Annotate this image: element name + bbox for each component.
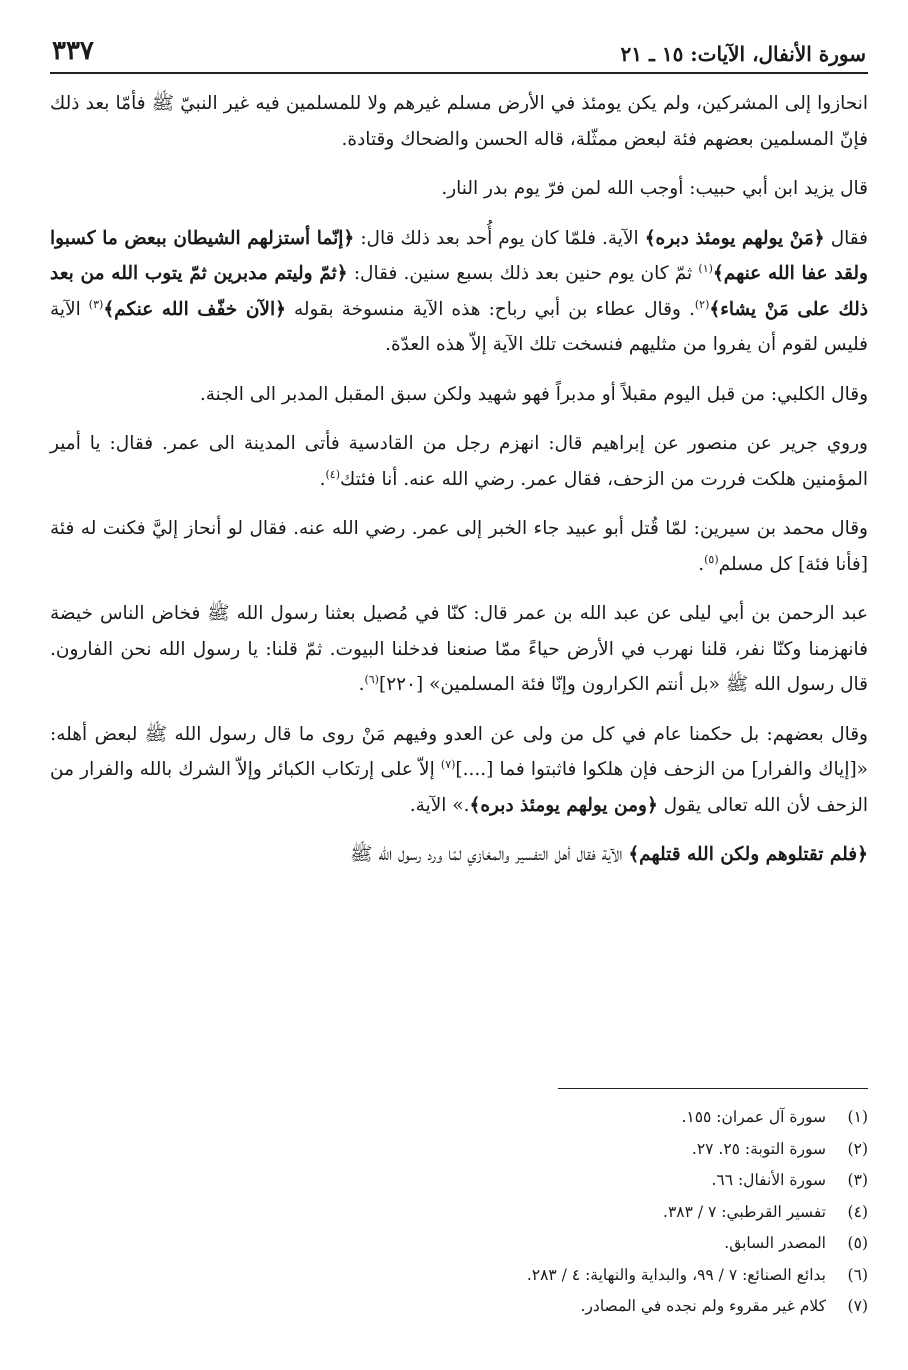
footnote	[50, 1228, 868, 1260]
footnote-ref: (٧)	[440, 757, 456, 771]
footnote-number: (٢)	[847, 1139, 868, 1158]
text-run: قال يزيد ابن أبي حبيب: أوجب الله لمن فرّ يوم بدر النار.	[441, 178, 868, 199]
quran-quote: ﴿فلم تقتلوهم ولكن الله قتلهم﴾	[628, 844, 868, 865]
text-run: .	[358, 674, 365, 695]
text-run: وقال الكلبي: من قبل اليوم مقبلاً أو مدبراً فهو شهيد ولكن سبق المقبل المدبر الى الجنة.	[199, 383, 868, 405]
footnote-number: (١)	[847, 1108, 868, 1126]
main-text	[50, 86, 868, 873]
footnote-text: سورة التوبة: ٢٥. ٢٧.	[691, 1139, 826, 1158]
footnote-ref: (٦)	[364, 672, 379, 686]
footnote-text: كلام غير مقروء ولم نجده في المصادر.	[580, 1297, 826, 1315]
paragraph	[50, 837, 868, 873]
text-run: عبد الرحمن بن أبي ليلى عن عبد الله بن عمر قال: كنّا في مُصيل بعثنا رسول الله ﷺ فخاض الناس خيضة فانهزمنا وكنّا نفر، قلنا نهرب في الأرض حياءً ممّا صنعنا فدخلنا البيوت. ثمّ قلنا: يا رسول الله نحن الفارون. قال رسول الله ﷺ «بل أنتم الكرارون وإنّا فئة المسلمين» [٢٢٠]	[50, 603, 868, 695]
text-run: . وقال عطاء بن أبي رباح: هذه الآية منسوخة بقوله	[285, 298, 695, 320]
paragraph	[50, 426, 868, 497]
text-run: الآية فليس لقوم أن يفروا من مثليهم فنسخت تلك الآية إلاّ هذه العدّة.	[50, 298, 868, 355]
footnote-text: بدائع الصنائع: ٧ / ٩٩، والبداية والنهاية: ٤ / ٢٨٣.	[526, 1265, 826, 1284]
text-run: فقال	[824, 227, 869, 249]
text-run: وقال محمد بن سيرين: لمّا قُتل أبو عبيد جاء الخبر إلى عمر. رضي الله عنه. فقال لو أنحاز إليَّ فكنت له فئة [فأنا فئة] كل مسلم	[50, 518, 868, 575]
footnote-text: سورة الأنفال: ٦٦.	[711, 1171, 826, 1189]
footnote-number: (٧)	[847, 1297, 868, 1315]
footnote-ref: (٤)	[325, 467, 340, 481]
footnote-ref: (٢)	[694, 297, 710, 311]
paragraph	[50, 511, 868, 582]
paragraph	[50, 221, 868, 363]
footnote	[50, 1165, 868, 1197]
paragraph	[50, 596, 868, 703]
text-run: .» الآية.	[409, 794, 470, 816]
paragraph	[50, 86, 868, 157]
footnote	[50, 1291, 868, 1323]
text-run: ثمّ كان يوم حنين بعد ذلك بسبع سنين. فقال:	[347, 263, 699, 284]
footnote-text: المصدر السابق.	[724, 1234, 826, 1252]
footnotes	[50, 1102, 868, 1323]
paragraph	[50, 171, 868, 207]
footnote	[50, 1197, 868, 1229]
quran-quote: ﴿الآن خفّف الله عنكم﴾	[103, 298, 286, 320]
page-number: ٣٣٧	[52, 36, 94, 66]
running-title: سورة الأنفال، الآيات: ١٥ ـ ٢١	[620, 42, 866, 66]
footnote-ref: (٥)	[704, 552, 719, 566]
text-run: الآية فقال أهل التفسير والمغازي لمّا ورد رسول الله ﷺ	[350, 844, 629, 865]
footnote-text: تفسير القرطبي: ٧ / ٣٨٣.	[663, 1202, 826, 1221]
footnote-number: (٦)	[847, 1265, 868, 1284]
page-header	[50, 28, 868, 74]
footnote	[50, 1134, 868, 1166]
book-page	[50, 28, 868, 1348]
quran-quote: ﴿مَنْ يولهم يومئذ دبره﴾	[644, 227, 825, 249]
text-run: .	[698, 553, 705, 575]
paragraph	[50, 717, 868, 824]
footnote-number: (٥)	[847, 1234, 868, 1252]
text-run: .	[319, 468, 326, 490]
text-run: إلاّ على إرتكاب الكبائر وإلاّ الشرك بالله والفرار من الزحف لأن الله تعالى يقول	[50, 759, 868, 816]
footnote-number: (٣)	[847, 1171, 868, 1189]
text-run: الآية. فلمّا كان يوم أُحد بعد ذلك قال:	[354, 227, 645, 249]
footnote-ref: (٣)	[88, 297, 104, 311]
footnote-ref: (١)	[698, 261, 713, 275]
text-run: وروي جرير عن منصور عن إبراهيم قال: انهزم رجل من القادسية فأتى المدينة الى عمر. فقال: يا أمير المؤمنين هلكت فررت من الزحف، فقال عمر. رضي الله عنه. أنا فئتك	[50, 433, 868, 490]
quran-quote: ﴿إنّما أستزلهم الشيطان ببعض ما كسبوا ولقد عفا الله عنهم﴾	[50, 227, 868, 284]
footnote	[50, 1260, 868, 1292]
footnote	[50, 1102, 868, 1134]
footnote-text: سورة آل عمران: ١٥٥.	[681, 1108, 826, 1126]
text-run: انحازوا إلى المشركين، ولم يكن يومئذ في الأرض مسلم غيرهم ولا للمسلمين فيه غير النبيّ ﷺ فأمّا بعد ذلك فإنّ المسلمين بعضهم فئة لبعض ممثّلة، قاله الحسن والضحاك وقتادة.	[50, 93, 868, 150]
quran-quote: ﴿ثمّ وليتم مدبرين ثمّ يتوب الله من بعد ذلك على مَنْ يشاء﴾	[50, 263, 869, 320]
paragraph	[50, 377, 868, 413]
footnote-number: (٤)	[847, 1202, 868, 1221]
quran-quote: ﴿ومن يولهم يومئذ دبره﴾	[469, 794, 658, 816]
text-run: وقال بعضهم: بل حكمنا عام في كل من ولى عن العدو وفيهم مَنْ روى ما قال رسول الله ﷺ لبعض أهله: «[إياك والفرار] من الزحف فإن هلكوا فاثبتوا فما [....]	[50, 723, 868, 780]
footnote-separator	[558, 1088, 868, 1089]
